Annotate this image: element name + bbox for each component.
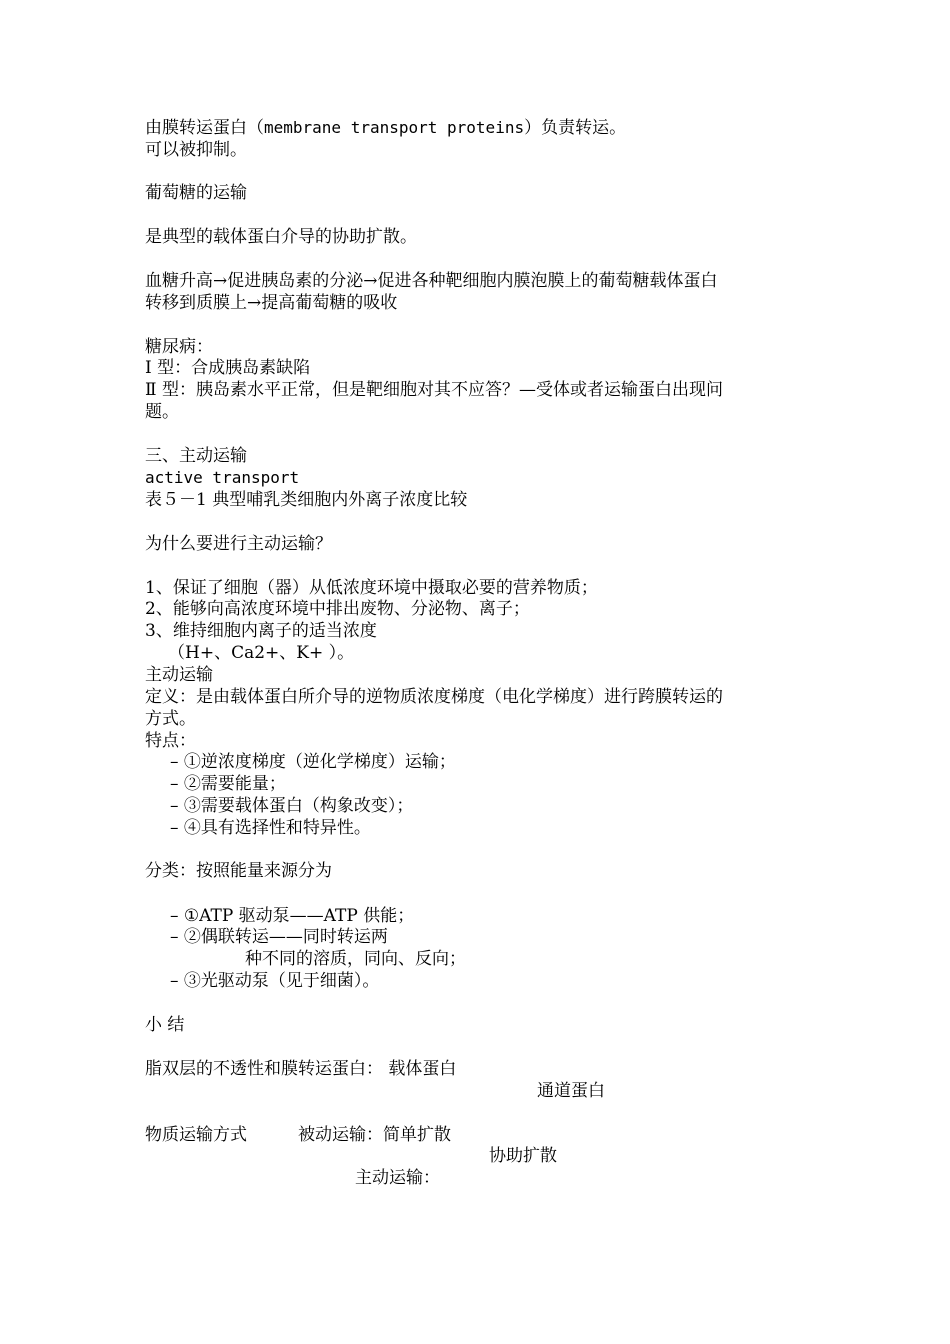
text-line: 血糖升高→促进胰岛素的分泌→促进各种靶细胞内膜泡膜上的葡萄糖载体蛋白 xyxy=(145,271,718,291)
list-item: – ①逆浓度梯度（逆化学梯度）运输； xyxy=(170,752,456,772)
text-fragment: 由膜转运蛋白（ xyxy=(145,118,264,138)
text-fragment: ）负责转运。 xyxy=(524,118,627,138)
section-heading: 葡萄糖的运输 xyxy=(145,183,247,203)
text-line: 分类：按照能量来源分为 xyxy=(145,861,332,881)
list-item: – ④具有选择性和特异性。 xyxy=(170,818,371,838)
summary-heading: 小 结 xyxy=(145,1015,185,1035)
section-heading: 三、主动运输 xyxy=(145,446,247,466)
list-item: 2、能够向高浓度环境中排出废物、分泌物、离子； xyxy=(145,599,530,619)
list-item: – ②偶联转运——同时转运两 xyxy=(170,927,388,947)
list-item: – ③需要载体蛋白（构象改变）； xyxy=(170,796,414,816)
text-line: 题。 xyxy=(145,402,179,422)
text-line: 是典型的载体蛋白介导的协助扩散。 xyxy=(145,227,417,247)
text-line: 糖尿病： xyxy=(145,337,213,357)
text-line: 主动运输： xyxy=(355,1168,440,1188)
english-term: membrane transport proteins xyxy=(264,118,525,137)
text-line: Ⅱ 型：胰岛素水平正常，但是靶细胞对其不应答？—受体或者运输蛋白出现问 xyxy=(145,380,723,400)
english-term: active transport xyxy=(145,468,300,487)
list-item: – ③光驱动泵（见于细菌）。 xyxy=(170,971,380,991)
text-line: 转移到质膜上→提高葡萄糖的吸收 xyxy=(145,293,398,313)
subheading: 主动运输 xyxy=(145,665,213,685)
list-item: 3、维持细胞内离子的适当浓度 xyxy=(145,621,377,641)
text-line: Ⅰ 型：合成胰岛素缺陷 xyxy=(145,358,311,378)
text-line: 协助扩散 xyxy=(489,1146,557,1166)
list-item-continuation: 种不同的溶质，同向、反向； xyxy=(245,949,466,969)
text-line: 被动运输：简单扩散 xyxy=(298,1125,451,1145)
text-line: 方式。 xyxy=(145,709,196,729)
text-line-membrane-transport-proteins xyxy=(145,117,626,139)
ion-list: （H+、Ca2+、K+ ）。 xyxy=(168,643,355,663)
text-line: 可以被抑制。 xyxy=(145,140,247,160)
list-item: 1、保证了细胞（器）从低浓度环境中摄取必要的营养物质； xyxy=(145,578,598,598)
question: 为什么要进行主动运输？ xyxy=(145,534,332,554)
text-line: 通道蛋白 xyxy=(537,1081,605,1101)
text-line: 定义：是由载体蛋白所介导的逆物质浓度梯度（电化学梯度）进行跨膜转运的 xyxy=(145,687,723,707)
table-caption: 表５－1 典型哺乳类细胞内外离子浓度比较 xyxy=(145,490,468,510)
text-line: 特点： xyxy=(145,731,196,751)
text-line: 脂双层的不透性和膜转运蛋白： 载体蛋白 xyxy=(145,1059,457,1079)
list-item: – ②需要能量； xyxy=(170,774,286,794)
text-line: 物质运输方式 xyxy=(145,1125,247,1145)
list-item: – ①ATP 驱动泵——ATP 供能； xyxy=(170,906,415,926)
